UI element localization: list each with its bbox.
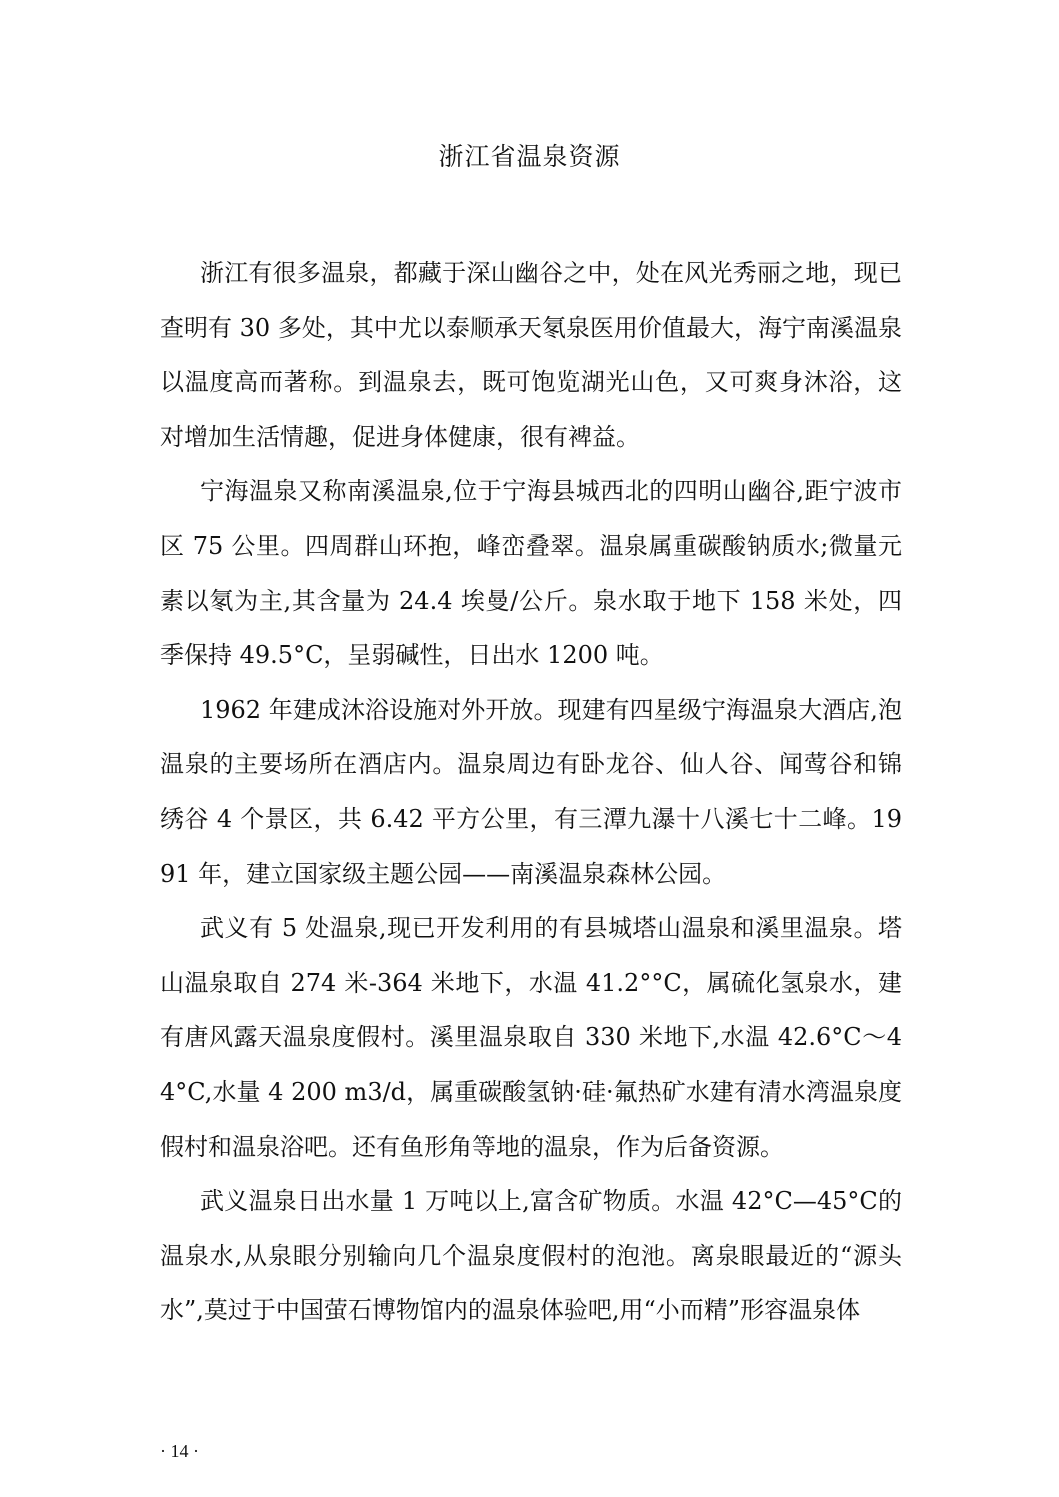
page-number: · 14 · xyxy=(160,1441,199,1461)
article-body xyxy=(160,246,902,1338)
paragraph-ninghai: 宁海温泉又称南溪温泉,位于宁海县城西北的四明山幽谷,距宁波市区 75 公里。四周群山环抱，峰峦叠翠。温泉属重碳酸钠质水;微量元素以氡为主,其含量为 24.4 埃曼/公斤。泉水取于地下 158 米处，四季保持 49.5°C，呈弱碱性，日出水 1200 吨。 xyxy=(160,477,902,670)
paragraph-wuyi: 武义有 5 处温泉,现已开发利用的有县城塔山温泉和溪里温泉。塔山温泉取自 274 米-364 米地下，水温 41.2°°C，属硫化氢泉水，建有唐风露天温泉度假村。溪里温泉取自 330 米地下,水温 42.6°C～44°C,水量 4 200 m3/d，属重碳酸氢钠·硅·氟热矿水建有清水湾温泉度假村和温泉浴吧。还有鱼形角等地的温泉，作为后备资源。 xyxy=(160,914,902,1161)
page-title: 浙江省温泉资源 xyxy=(438,142,621,171)
paragraph-intro: 浙江有很多温泉，都藏于深山幽谷之中，处在风光秀丽之地，现已查明有 30 多处，其中尤以泰顺承天氡泉医用价值最大，海宁南溪温泉以温度高而著称。到温泉去，既可饱览湖光山色，又可爽身沐浴，这对增加生活情趣，促进身体健康，很有裨益。 xyxy=(160,259,902,451)
paragraph-wuyi-output: 武义温泉日出水量 1 万吨以上,富含矿物质。水温 42°C—45°C的温泉水,从泉眼分别输向几个温泉度假村的泡池。离泉眼最近的“源头水”,莫过于中国萤石博物馆内的温泉体验吧,用“小而精”形容温泉体 xyxy=(160,1187,902,1325)
paragraph-1962: 1962 年建成沐浴设施对外开放。现建有四星级宁海温泉大酒店,泡温泉的主要场所在酒店内。温泉周边有卧龙谷、仙人谷、闻莺谷和锦绣谷 4 个景区，共 6.42 平方公里，有三潭九瀑十八溪七十二峰。1991 年，建立国家级主题公园——南溪温泉森林公园。 xyxy=(160,695,902,888)
